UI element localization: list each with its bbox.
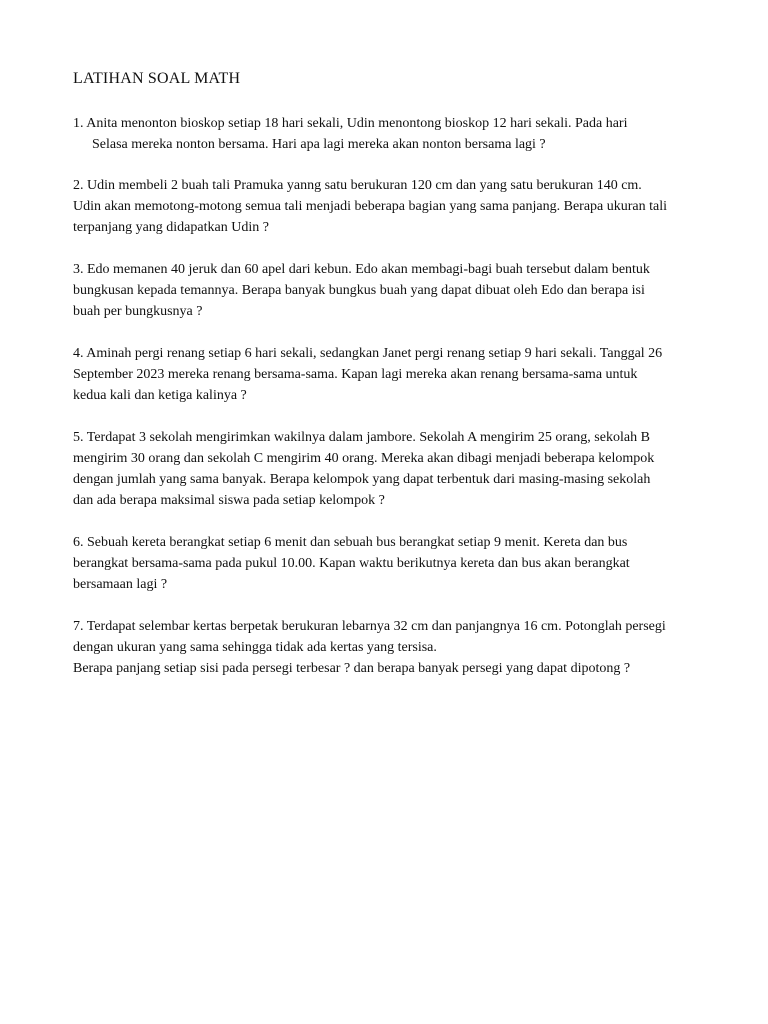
question-line: terpanjang yang didapatkan Udin ? (73, 220, 269, 235)
page-title: LATIHAN SOAL MATH (73, 70, 241, 87)
question-4 (73, 343, 743, 406)
question-line: 5. Terdapat 3 sekolah mengirimkan wakilnya dalam jambore. Sekolah A mengirim 25 orang, sekolah B (73, 430, 650, 445)
question-line: Berapa panjang setiap sisi pada persegi terbesar ? dan berapa banyak persegi yang dapat dipotong ? (73, 661, 631, 676)
question-line: dengan jumlah yang sama banyak. Berapa kelompok yang dapat terbentuk dari masing-masing sekolah (73, 472, 651, 487)
question-line: kedua kali dan ketiga kalinya ? (73, 388, 247, 403)
question-line: Udin akan memotong-motong semua tali menjadi beberapa bagian yang sama panjang. Berapa ukuran tali (73, 199, 668, 214)
question-1 (73, 113, 743, 155)
question-line: Selasa mereka nonton bersama. Hari apa lagi mereka akan nonton bersama lagi ? (92, 137, 546, 152)
question-line: 6. Sebuah kereta berangkat setiap 6 menit dan sebuah bus berangkat setiap 9 menit. Kereta dan bus (73, 535, 628, 550)
question-line: 7. Terdapat selembar kertas berpetak berukuran lebarnya 32 cm dan panjangnya 16 cm. Potonglah persegi (73, 619, 666, 634)
question-5 (73, 427, 743, 511)
question-7 (73, 616, 743, 679)
question-line: berangkat bersama-sama pada pukul 10.00. Kapan waktu berikutnya kereta dan bus akan berangkat (73, 556, 630, 571)
question-line: dan ada berapa maksimal siswa pada setiap kelompok ? (73, 493, 385, 508)
question-line: buah per bungkusnya ? (73, 304, 203, 319)
question-3 (73, 259, 743, 322)
question-line: 4. Aminah pergi renang setiap 6 hari sekali, sedangkan Janet pergi renang setiap 9 hari sekali. Tanggal 26 (73, 346, 663, 361)
question-line: mengirim 30 orang dan sekolah C mengirim 40 orang. Mereka akan dibagi menjadi beberapa kelompok (73, 451, 655, 466)
question-line: September 2023 mereka renang bersama-sama. Kapan lagi mereka akan renang bersama-sama untuk (73, 367, 638, 382)
question-line: bersamaan lagi ? (73, 577, 168, 592)
question-6 (73, 532, 743, 595)
question-line: bungkusan kepada temannya. Berapa banyak bungkus buah yang dapat dibuat oleh Edo dan berapa isi (73, 283, 645, 298)
question-2 (73, 175, 743, 238)
question-line: 2. Udin membeli 2 buah tali Pramuka yanng satu berukuran 120 cm dan yang satu berukuran 140 cm. (73, 178, 642, 193)
question-line: dengan ukuran yang sama sehingga tidak ada kertas yang tersisa. (73, 640, 437, 655)
question-line: 3. Edo memanen 40 jeruk dan 60 apel dari kebun. Edo akan membagi-bagi buah tersebut dalam bentuk (73, 262, 650, 277)
question-line: 1. Anita menonton bioskop setiap 18 hari sekali, Udin menontong bioskop 12 hari sekali. Pada hari (73, 116, 628, 131)
